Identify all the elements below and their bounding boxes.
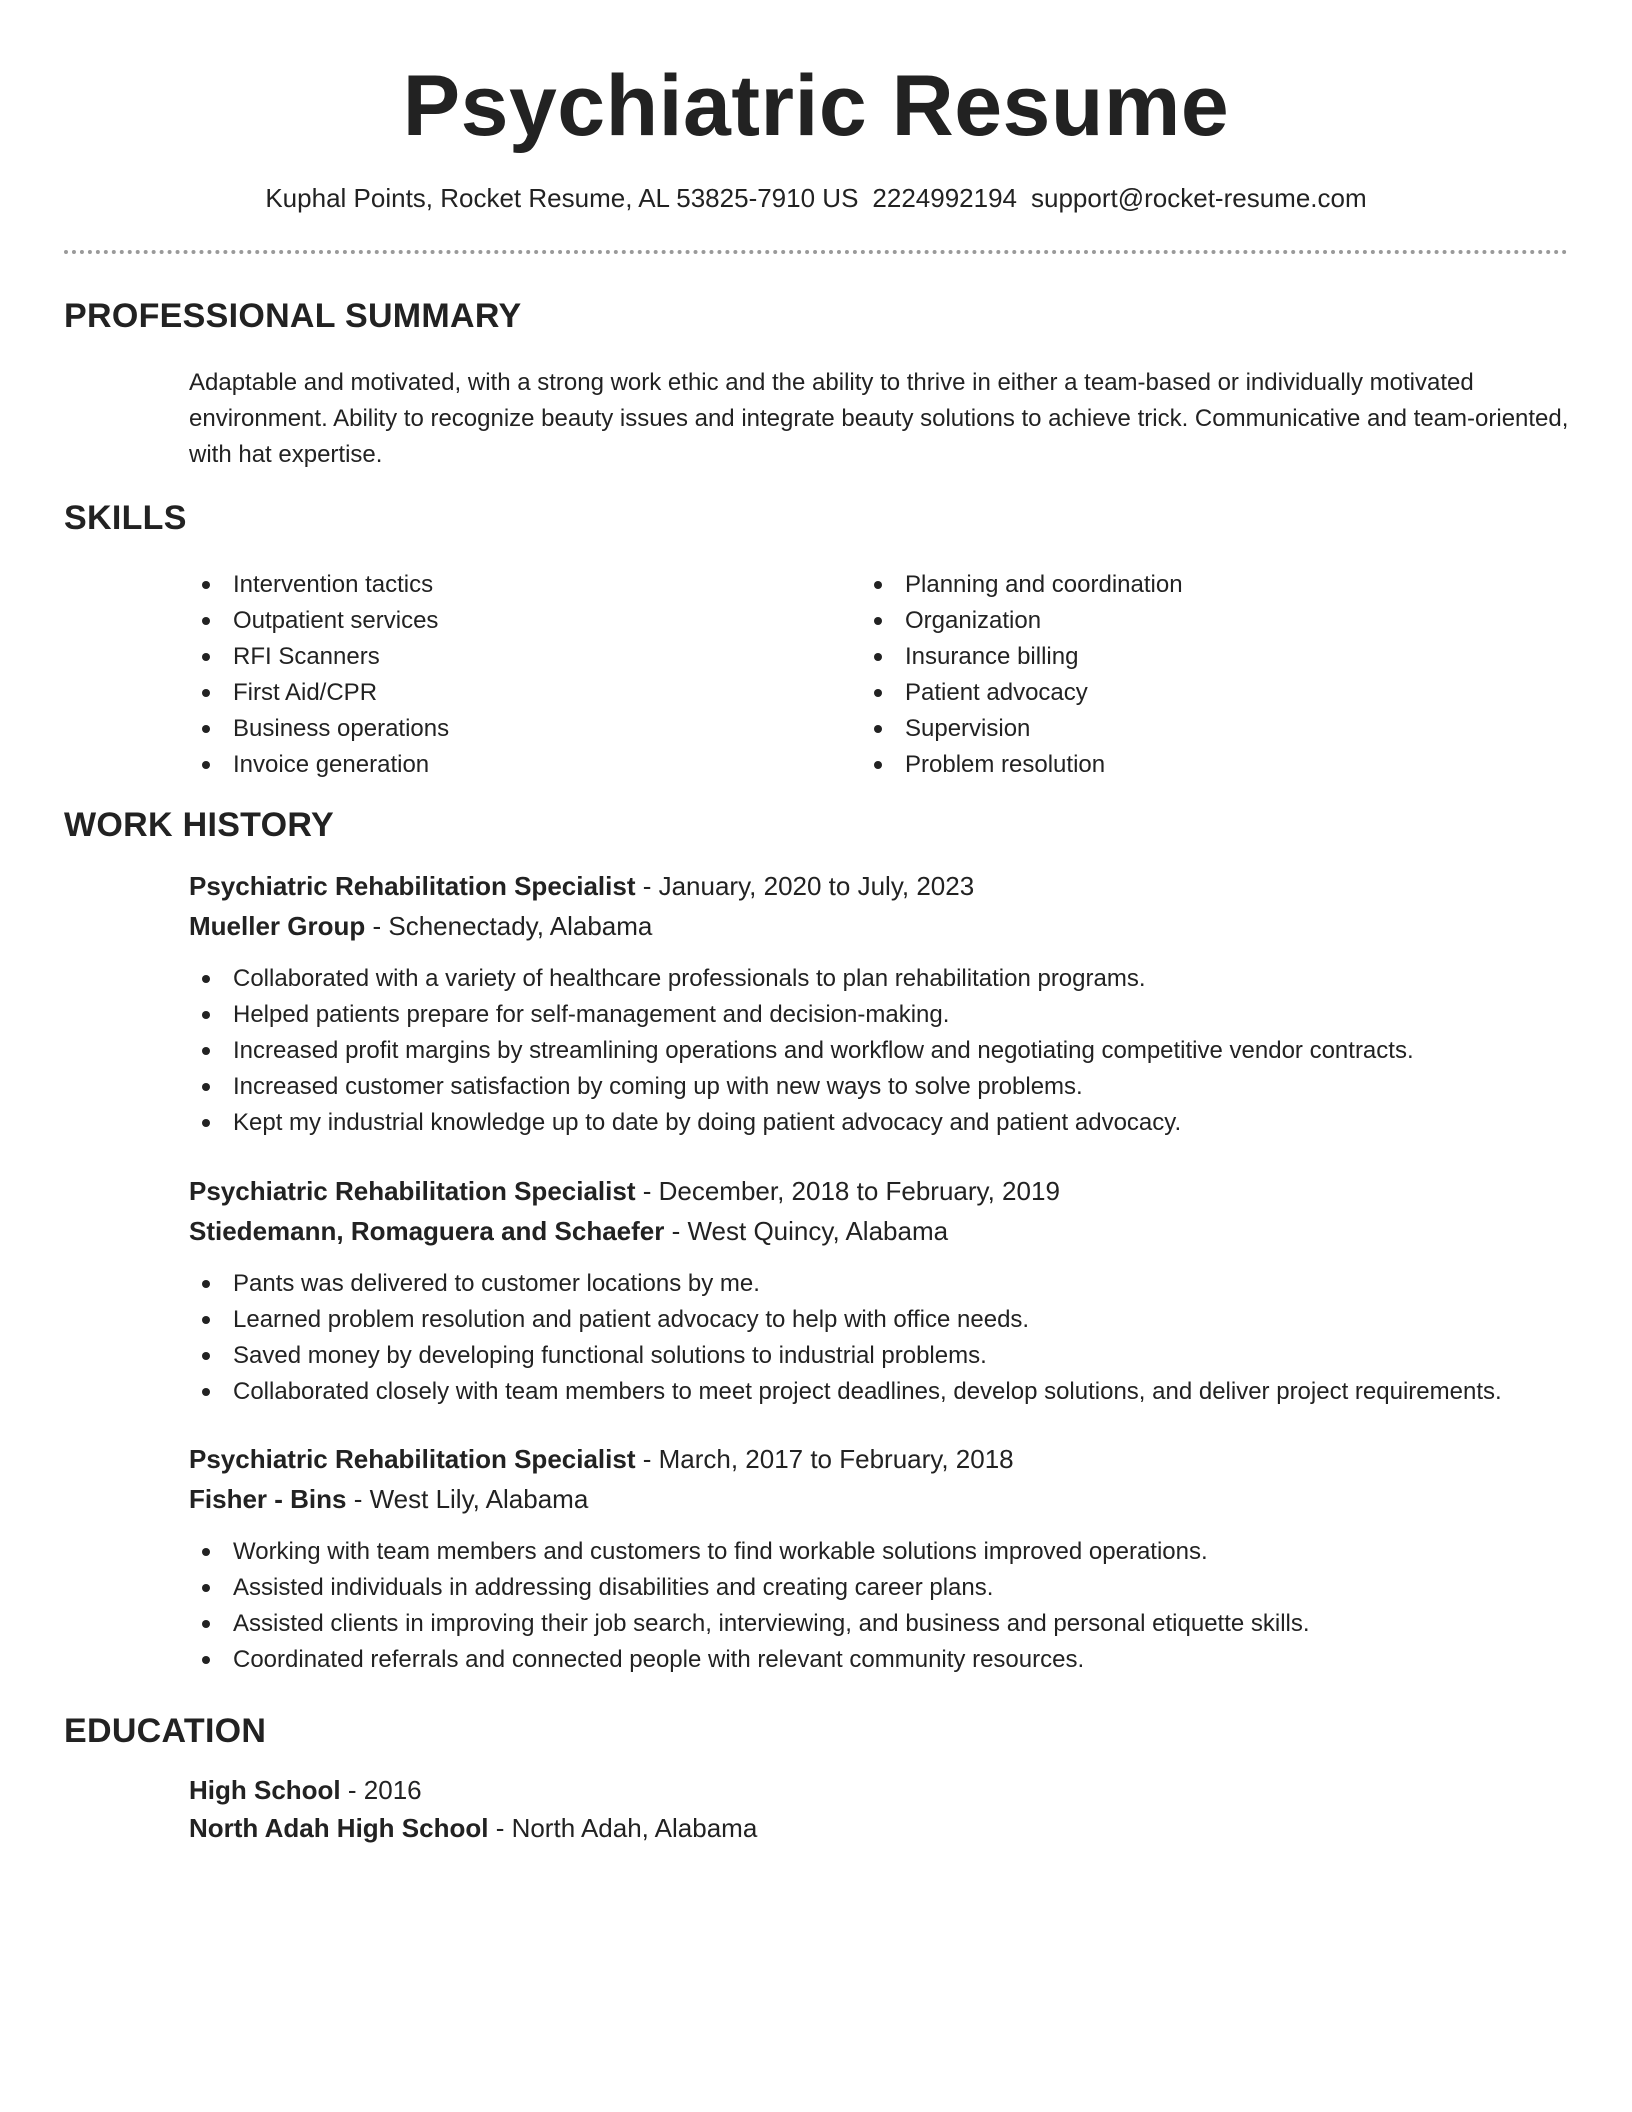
bullet-dot [202,617,210,625]
job-bullet: Assisted individuals in addressing disabilities and creating career plans. [189,1570,1589,1606]
job-role: Psychiatric Rehabilitation Specialist [189,1176,636,1206]
bullet-dot [874,581,882,589]
skill-item: First Aid/CPR [189,675,449,711]
bullet-dot [202,1388,210,1396]
contact-phone: 2224992194 [872,183,1018,213]
skill-item: Patient advocacy [861,675,1183,711]
job-bullet: Working with team members and customers to find workable solutions improved operations. [189,1534,1589,1570]
bullet-dot [202,1620,210,1628]
job-title-line [189,1172,1060,1210]
job-dates: - December, 2018 to February, 2019 [635,1176,1060,1206]
bullet-dot [202,653,210,661]
job-company: Mueller Group [189,911,366,941]
job-dates: - January, 2020 to July, 2023 [635,871,975,901]
bullet-dot [202,975,210,983]
bullet-dot [202,1083,210,1091]
bullet-dot [202,1280,210,1288]
bullet-dot [202,1119,210,1127]
job-bullet: Learned problem resolution and patient advocacy to help with office needs. [189,1302,1589,1338]
resume-title: Psychiatric Resume [402,58,1230,154]
skill-item: Invoice generation [189,747,449,783]
job-bullet: Collaborated with a variety of healthcare professionals to plan rehabilitation programs. [189,961,1589,997]
bullet-dot [874,689,882,697]
education-degree: High School [189,1775,341,1805]
job-company-line [189,1212,948,1250]
job-bullets [189,1266,1589,1410]
job-company-line [189,1480,588,1518]
skills-list-right [861,567,1183,783]
bullet-dot [202,1316,210,1324]
job-bullet: Collaborated closely with team members to meet project deadlines, develop solutions, and deliver project requirements. [189,1374,1589,1410]
job-location: - Schenectady, Alabama [365,911,653,941]
job-location: - West Quincy, Alabama [664,1216,949,1246]
skill-item: Organization [861,603,1183,639]
job-company: Fisher - Bins [189,1484,347,1514]
header-divider [64,250,1568,254]
bullet-dot [202,725,210,733]
job-bullet: Pants was delivered to customer locations by me. [189,1266,1589,1302]
skill-item: Business operations [189,711,449,747]
bullet-dot [202,1548,210,1556]
bullet-dot [202,1584,210,1592]
bullet-dot [202,1011,210,1019]
resume-page [64,0,1568,2112]
skill-item: Planning and coordination [861,567,1183,603]
bullet-dot [202,1047,210,1055]
job-bullet: Saved money by developing functional solutions to industrial problems. [189,1338,1589,1374]
job-location: - West Lily, Alabama [346,1484,589,1514]
work-heading: WORK HISTORY [64,806,334,844]
skill-item: Problem resolution [861,747,1183,783]
bullet-dot [202,1656,210,1664]
skill-item: Intervention tactics [189,567,449,603]
education-year: - 2016 [340,1775,422,1805]
skill-item: Supervision [861,711,1183,747]
job-bullets [189,1534,1589,1678]
job-bullet: Increased profit margins by streamlining operations and workflow and negotiating competitive vendor contracts. [189,1033,1589,1069]
skill-item: Insurance billing [861,639,1183,675]
job-bullet: Helped patients prepare for self-management and decision-making. [189,997,1589,1033]
job-bullets [189,961,1589,1141]
job-title-line [189,867,974,905]
job-company: Stiedemann, Romaguera and Schaefer [189,1216,665,1246]
job-bullet: Coordinated referrals and connected people with relevant community resources. [189,1642,1589,1678]
job-title-line [189,1440,1014,1478]
bullet-dot [202,689,210,697]
bullet-dot [874,761,882,769]
bullet-dot [202,581,210,589]
bullet-dot [874,653,882,661]
bullet-dot [874,725,882,733]
summary-heading: PROFESSIONAL SUMMARY [64,297,522,335]
skills-list-left [189,567,449,783]
bullet-dot [874,617,882,625]
summary-text: Adaptable and motivated, with a strong work ethic and the ability to thrive in either a team-based or individually motivated environment. Ability to recognize beauty issues and integrate beauty solutions to achieve trick. Communicative and team-oriented, with hat expertise. [189,369,1569,468]
education-school-line [189,1809,757,1847]
job-bullet: Increased customer satisfaction by coming up with new ways to solve problems. [189,1069,1589,1105]
contact-address: Kuphal Points, Rocket Resume, AL 53825-7910 US [265,183,859,213]
skill-item: RFI Scanners [189,639,449,675]
education-school: North Adah High School [189,1813,489,1843]
bullet-dot [202,1352,210,1360]
skills-heading: SKILLS [64,499,187,537]
education-location: - North Adah, Alabama [488,1813,758,1843]
bullet-dot [202,761,210,769]
education-degree-line [189,1771,422,1809]
job-dates: - March, 2017 to February, 2018 [635,1444,1014,1474]
education-heading: EDUCATION [64,1712,267,1750]
job-role: Psychiatric Rehabilitation Specialist [189,871,636,901]
skill-item: Outpatient services [189,603,449,639]
job-bullet: Assisted clients in improving their job search, interviewing, and business and personal etiquette skills. [189,1606,1589,1642]
job-company-line [189,907,652,945]
contact-email: support@rocket-resume.com [1031,183,1367,213]
contact-line [64,180,1568,216]
job-role: Psychiatric Rehabilitation Specialist [189,1444,636,1474]
job-bullet: Kept my industrial knowledge up to date by doing patient advocacy and patient advocacy. [189,1105,1589,1141]
